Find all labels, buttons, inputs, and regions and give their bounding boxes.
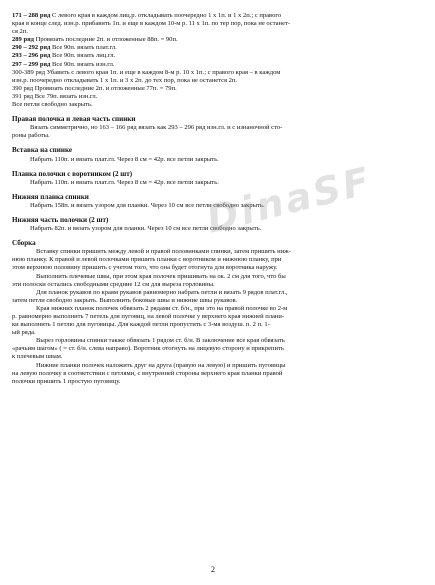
section-line: Набрать 82п. и вязать узором для планки. Через 10 см все петли свободно закрыть. [30, 225, 262, 233]
row-line [12, 52, 423, 60]
assembly-line: ый ряда. [12, 329, 36, 337]
row-text: края в конце след. изн.р. прибавить 1п. и еще в каждом 10-м р. 11 х 1п. по тер пор, пока не останет- [12, 20, 291, 28]
section-heading: Вставка на спинке [12, 146, 73, 155]
assembly-line: Вставку спинки пришить между левой и правой половинками спинки, затем пришить ниж- [36, 248, 291, 256]
row-number: 293 – 296 ряд [12, 52, 51, 60]
row-text: Все 90п. вязать лиц.гл. [50, 52, 116, 60]
row-line [12, 12, 423, 20]
row-number: 290 – 292 ряд [12, 44, 51, 52]
assembly-line: Вырез горловины спинки также обвязать 1 рядом ст. б/н. В заключение все края обвязать [36, 337, 285, 345]
row-text: Все 90п. вязать плат.гл. [50, 44, 117, 52]
row-line [12, 61, 423, 69]
assembly-line: нюю планку. К правой и левой полочками пришить планки с воротником и нижнюю планку, при [12, 256, 282, 264]
row-number: 297 – 299 ряд [12, 60, 51, 68]
row-text: Провязать последние 2п. и отложенные 88п. = 90п. [33, 36, 178, 44]
section-heading: Нижняя планка спинки [12, 192, 89, 201]
assembly-line: полочки пришить 1 простую пуговицу. [12, 377, 121, 385]
row-line [12, 44, 423, 52]
row-line [12, 77, 423, 85]
assembly-line: «рачьим шагом» ( = ст. б/н. слева направо). Воротник отогнуть на лицевую сторону и прикрепить [12, 345, 284, 353]
row-line [12, 20, 423, 28]
row-text: Все 90п. вязать изн.гл. [50, 60, 115, 68]
row-line [12, 85, 423, 93]
assembly-line: этом верхнюю половину пришить с учетом того, что она будет отогнута для воротника наружу. [12, 264, 278, 272]
row-line [12, 36, 423, 44]
section-line: Вязать симметрично, но 163 – 166 ряд вязать как 293 – 296 ряд изн.гл. и с изнаночной сто- [30, 124, 283, 132]
assembly-line: Для планок рукавов по краям рукавов равномерно набрать петли и вязать 9 рядов плат.гл., [36, 288, 288, 296]
section-line: Набрать 110п. и вязать плат.гл. Через 8 см = 42р. все петли закрыть. [30, 155, 219, 163]
row-text: ся 2п. [12, 28, 28, 36]
assembly-line: р. равномерно выполнить 7 петель для пуговиц, на левой полочке у верхнего края нижней плани- [12, 313, 285, 320]
row-text: Все петли свободно закрыть. [12, 101, 93, 109]
assembly-line: к плечевым швам. [12, 353, 63, 361]
section-heading: Правая полочка и левая часть спинки [12, 115, 136, 124]
row-text: 390 ряд Провязать последние 2п. и отложенные 77п. = 79п. [12, 84, 177, 92]
section-heading: Нижняя часть полочки (2 шт) [12, 215, 109, 224]
row-text: 300-389 ряд Убавить с левого края 1п. и еще в каждом 8-м р. 10 х 1п.; с правого края – в каждом [12, 68, 281, 76]
row-line [12, 101, 423, 109]
assembly-line: Выполнить плечевые швы, при этом края полочек пришивать на ок. 2 см для того, что бы [36, 272, 286, 280]
assembly-line: ки выполнить 1 петлю для пуговицы. Для каждой петли пропустить с 3-мя воздуш. п. 2 п. 1- [12, 321, 270, 329]
row-line [12, 93, 423, 101]
row-line [12, 69, 423, 77]
section-heading: Планка полочки с воротником (2 шт) [12, 169, 133, 178]
row-number: 171 – 288 ряд [12, 12, 51, 19]
watermark: DinaSF [202, 158, 377, 242]
assembly-line: затем петли свободно закрыть. Выполнить боковые швы и нижние швы рукавов. [12, 296, 238, 304]
section-line: Набрать 158п. и вязать узором для планки. Через 10 см все петли свободно закрыть. [30, 201, 265, 209]
row-number: 289 ряд [12, 36, 34, 44]
row-text: изн.р. поочередно откладывать 1 х 1п. и 3 х 2п. до тех пор, пока не останется 2п. [12, 76, 238, 84]
assembly-line: эти полоски остались свободными средние 12 см для выреза горловины. [12, 280, 215, 288]
row-text: С левого края в каждом лиц.р. откладывать поочередно 1 х 1п. и 1 х 2п.; с правого [50, 12, 282, 19]
assembly-line: Нижние планки полочек наложить друг на друга (правую на левую) и пришить пуговицы [36, 361, 286, 369]
assembly-line: Края нижних планок полочек обвязать 2 рядами ст. б/н., при это на правой полочке во 2-м [36, 304, 288, 312]
document-body [12, 12, 423, 386]
row-text: 391 ряд Все 79п. вязать изн.гл. [12, 92, 98, 100]
section-line: роны работы. [12, 132, 50, 140]
section-line: Набрать 110п. и вязать плат.гл. Через 8 см = 42р. все петли закрыть. [30, 178, 219, 186]
page-number: 2 [211, 565, 215, 574]
assembly-heading: Сборка [12, 239, 36, 248]
assembly-line: на левую полочку в соответствии с петлями, с внутренней стороны верхнего края планки правой [12, 369, 283, 377]
row-line [12, 28, 423, 36]
